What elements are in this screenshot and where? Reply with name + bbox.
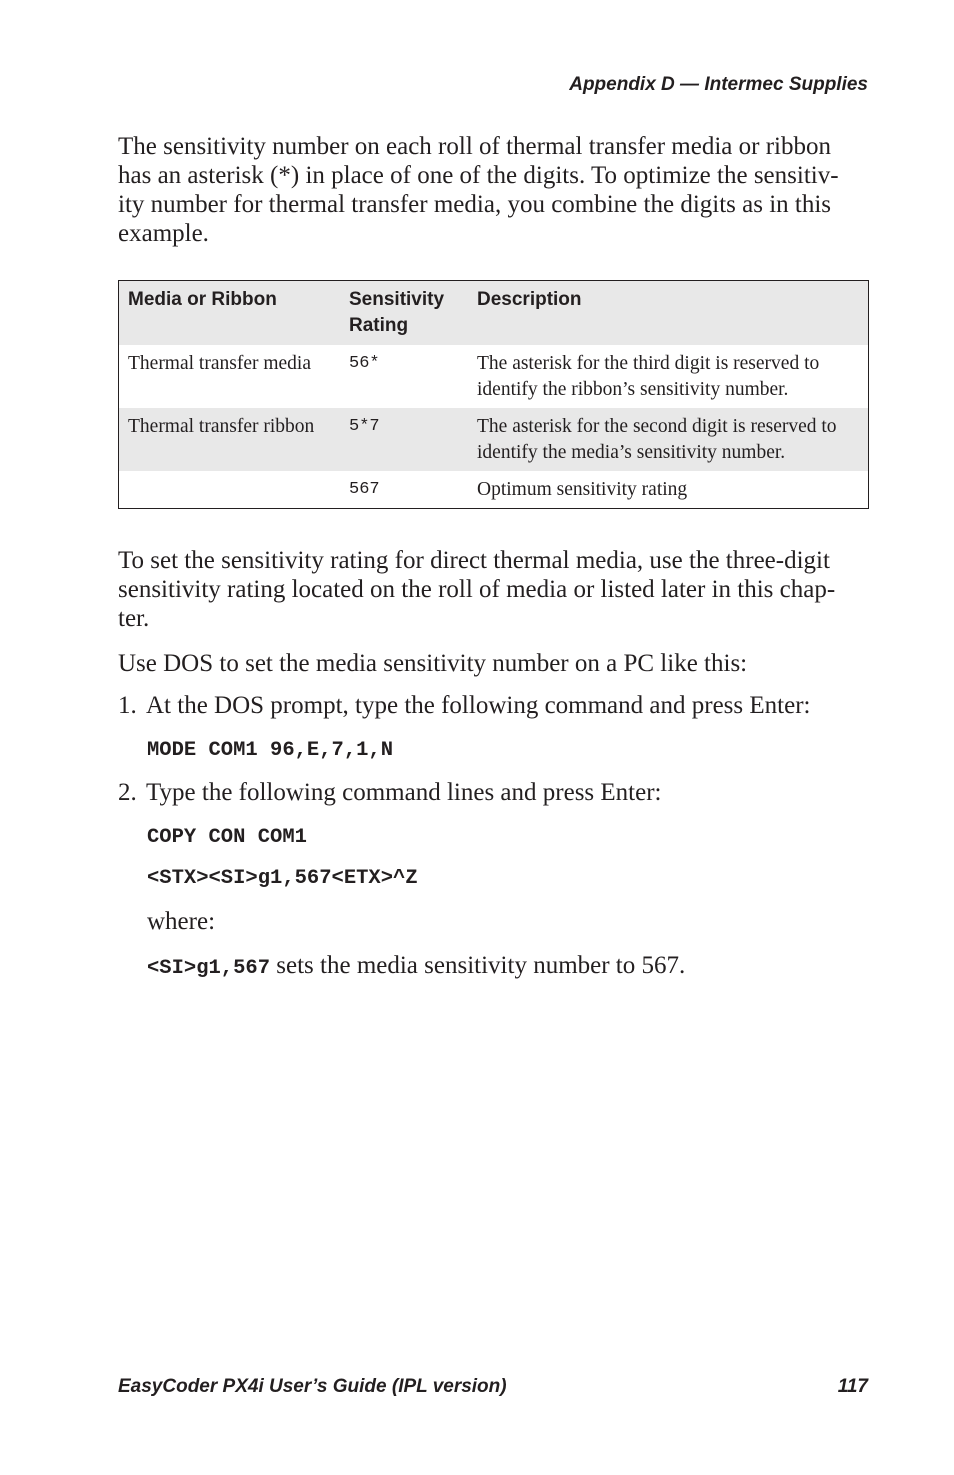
- intro-paragraph: The sensitivity number on each roll of thermal transfer media or ribbon has an asterisk (*) in place of one of the digits. To optimize the sensitiv-ity number for thermal transfer media, you combine the digits as in this example.: [118, 133, 839, 247]
- table-row: [119, 471, 869, 509]
- where-label: where:: [147, 908, 216, 935]
- column-header-description: Description: [468, 281, 869, 346]
- code-line: COPY CON COM1: [147, 826, 307, 849]
- column-header-media: Media or Ribbon: [119, 281, 341, 346]
- media-cell: [119, 471, 341, 509]
- dos-intro-paragraph: Use DOS to set the media sensitivity number on a PC like this:: [118, 650, 748, 677]
- step-text: Type the following command lines and press Enter:: [146, 779, 662, 806]
- code-line: MODE COM1 96,E,7,1,N: [147, 739, 394, 762]
- step-1: [118, 691, 810, 720]
- running-header: Appendix D — Intermec Supplies: [569, 74, 868, 95]
- media-cell: Thermal transfer ribbon: [119, 408, 341, 471]
- description-cell: The asterisk for the third digit is reserved to identify the ribbon’s sensitivity number.: [477, 353, 820, 400]
- rating-cell: 5*7: [340, 408, 468, 471]
- rating-cell: 56*: [349, 354, 380, 373]
- step-text: At the DOS prompt, type the following command and press Enter:: [146, 692, 811, 719]
- table-row: [119, 408, 869, 471]
- description-cell: The asterisk for the second digit is reserved to identify the media’s sensitivity number.: [468, 408, 869, 471]
- page-number: 117: [837, 1376, 868, 1397]
- direct-thermal-paragraph: To set the sensitivity rating for direct thermal media, use the three-digit sensitivity rating located on the roll of media or listed later in this chap-ter.: [118, 547, 836, 632]
- media-cell: Thermal transfer media: [128, 353, 311, 374]
- step-number: 1.: [118, 692, 137, 719]
- explanation-code: <SI>g1,567: [147, 957, 271, 980]
- explanation-text: sets the media sensitivity number to 567.: [270, 952, 686, 979]
- rating-cell: 567: [349, 480, 380, 499]
- step-number: 2.: [118, 779, 137, 806]
- column-header-rating: Sensitivity Rating: [340, 281, 468, 346]
- sensitivity-table: [118, 280, 869, 509]
- table-row: [119, 345, 869, 408]
- table-header-row: [119, 281, 869, 346]
- footer-guide-title: EasyCoder PX4i User’s Guide (IPL version): [118, 1376, 507, 1397]
- explanation-line: [147, 951, 685, 983]
- description-cell: Optimum sensitivity rating: [477, 479, 688, 500]
- code-line: <STX><SI>g1,567<ETX>^Z: [147, 867, 418, 890]
- step-2: [118, 778, 662, 807]
